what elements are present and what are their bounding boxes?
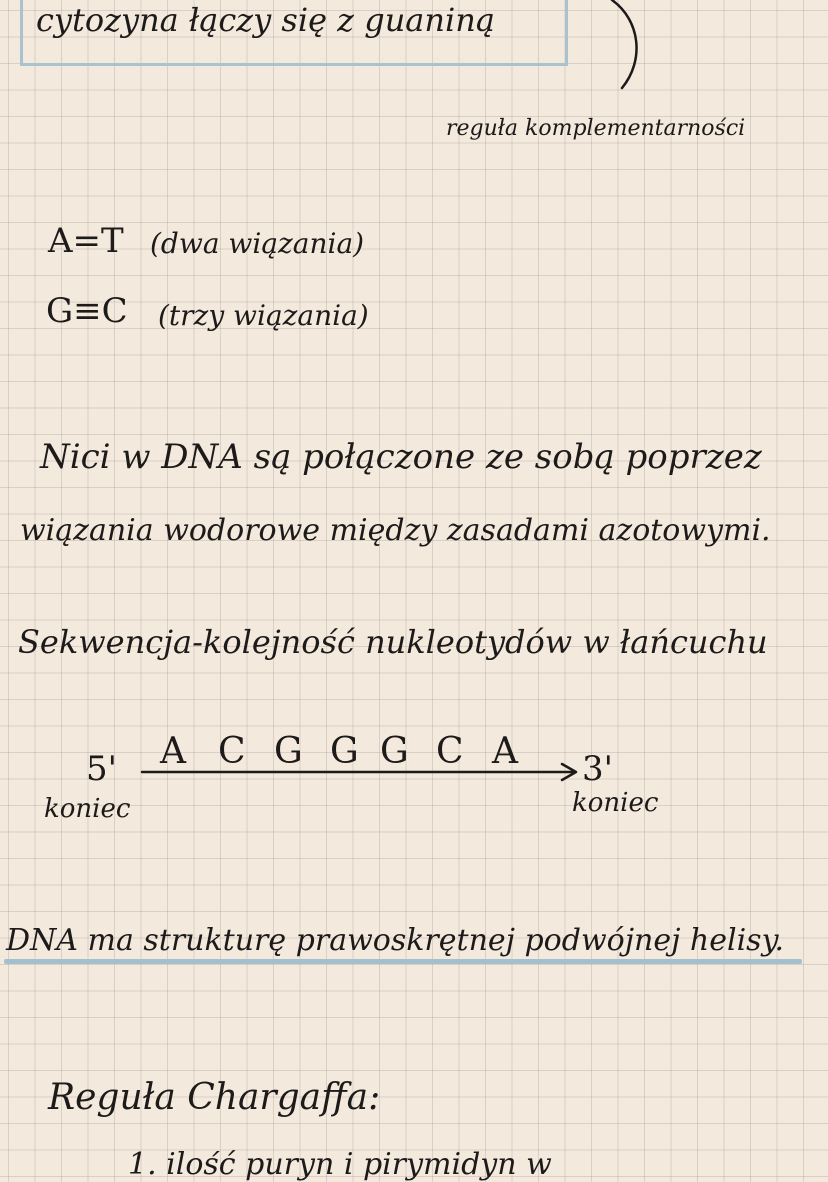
chargaff-item-1: 1. ilość puryn i pirymidyn w bbox=[128, 1147, 552, 1182]
pair-gc: G≡C bbox=[46, 291, 128, 331]
rule-label: reguła komplementarności bbox=[446, 116, 746, 141]
top-box-text: cytozyna łączy się z guaniną bbox=[36, 1, 495, 39]
strands-line-2: wiązania wodorowe między zasadami azotowymi. bbox=[20, 513, 771, 548]
base-4: G bbox=[330, 731, 359, 772]
base-1: A bbox=[160, 731, 186, 772]
strands-line-1: Nici w DNA są połączone ze sobą poprzez bbox=[40, 437, 762, 477]
seq-end-label: koniec bbox=[572, 788, 659, 818]
helix-underline bbox=[4, 959, 802, 964]
base-2: C bbox=[218, 731, 246, 772]
pair-gc-note: (trzy wiązania) bbox=[158, 299, 369, 332]
base-3: G bbox=[274, 731, 303, 772]
seq-end-marker: 3' bbox=[582, 749, 613, 789]
seq-start-marker: 5' bbox=[86, 749, 117, 789]
sequence-definition: Sekwencja-kolejność nukleotydów w łańcuchu bbox=[18, 623, 768, 661]
helix-statement: DNA ma strukturę prawoskrętnej podwójnej helisy. bbox=[6, 923, 785, 958]
pair-at-note: (dwa wiązania) bbox=[150, 227, 365, 260]
base-6: C bbox=[436, 731, 464, 772]
seq-start-label: koniec bbox=[44, 794, 131, 824]
pair-at: A=T bbox=[48, 221, 124, 261]
base-5: G bbox=[380, 731, 409, 772]
base-7: A bbox=[492, 731, 518, 772]
chargaff-title: Reguła Chargaffa: bbox=[48, 1077, 381, 1118]
